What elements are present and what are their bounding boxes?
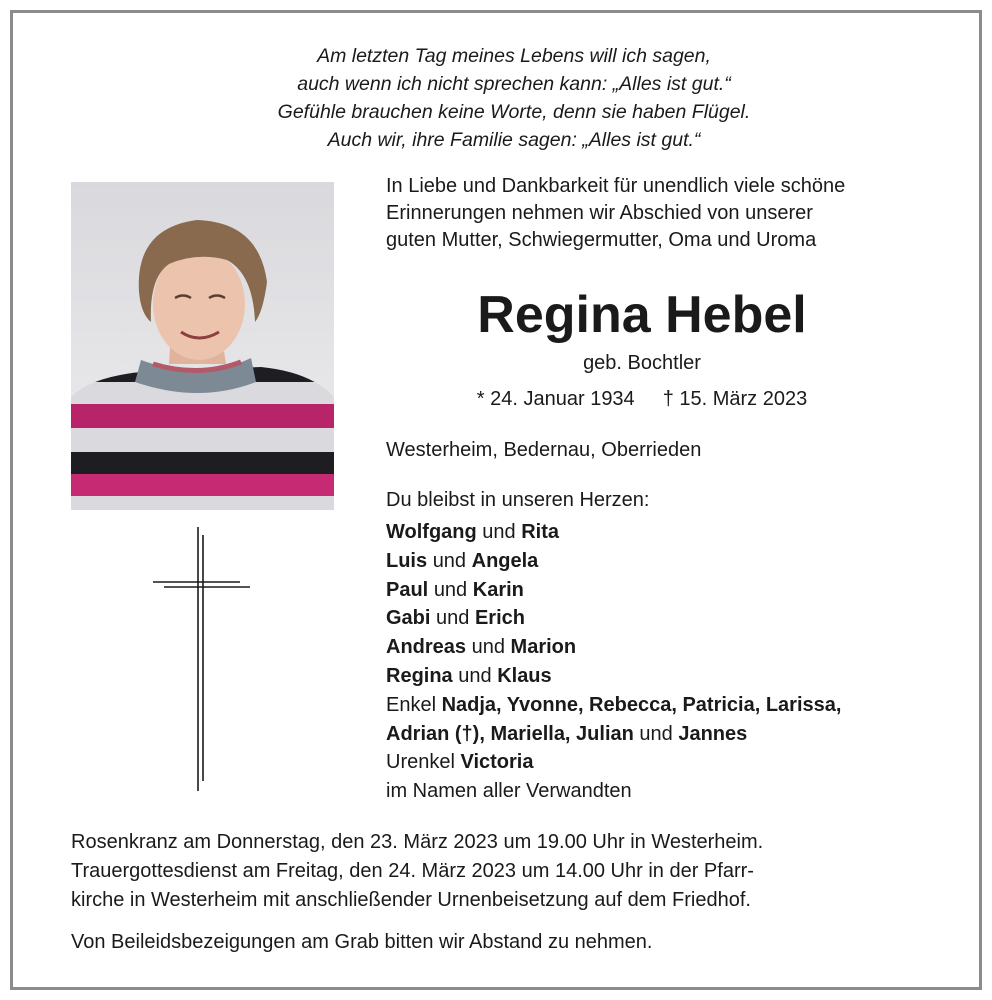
intro-line: Erinnerungen nehmen wir Abschied von unserer <box>386 202 813 224</box>
birth-date: * 24. Januar 1934 <box>476 388 635 410</box>
list-item: Paul und Karin <box>386 578 524 601</box>
maiden-name: geb. Bochtler <box>583 352 701 374</box>
death-date: † 15. März 2023 <box>662 388 808 410</box>
deceased-name: Regina Hebel <box>477 286 807 344</box>
great-grandchildren-line: Urenkel Victoria <box>386 751 534 774</box>
list-item: Gabi und Erich <box>386 607 525 630</box>
intro-line: In Liebe und Dankbarkeit für unendlich viele schöne <box>386 175 846 197</box>
mourners-heading: Du bleibst in unseren Herzen: <box>386 489 650 511</box>
service-line: Trauergottesdienst am Freitag, den 24. März 2023 um 14.00 Uhr in der Pfarr- <box>71 860 754 882</box>
places: Westerheim, Bedernau, Oberrieden <box>386 439 702 461</box>
services-info <box>71 828 951 915</box>
closing-note: Von Beileidsbezeigungen am Grab bitten wir Abstand zu nehmen. <box>71 931 653 953</box>
mourners-list <box>386 518 966 806</box>
intro-line: guten Mutter, Schwiegermutter, Oma und Uroma <box>386 229 817 251</box>
poem <box>18 42 992 154</box>
grandchildren-line-2: Adrian (†), Mariella, Julian und Jannes <box>386 722 748 745</box>
list-item: Regina und Klaus <box>386 664 552 687</box>
grandchildren-line: Enkel Nadja, Yvonne, Rebecca, Patricia, Larissa, <box>386 693 842 716</box>
poem-line: Auch wir, ihre Familie sagen: „Alles ist gut.“ <box>327 129 701 151</box>
portrait-photo <box>71 182 334 510</box>
service-line: kirche in Westerheim mit anschließender Urnenbeisetzung auf dem Friedhof. <box>71 889 751 911</box>
list-item: Wolfgang und Rita <box>386 521 560 543</box>
life-dates <box>386 385 898 413</box>
intro-text <box>386 173 946 254</box>
list-item: Andreas und Marion <box>386 636 577 659</box>
poem-line: Gefühle brauchen keine Worte, denn sie haben Flügel. <box>277 101 751 123</box>
poem-line: Am letzten Tag meines Lebens will ich sagen, <box>317 45 711 67</box>
cross-icon <box>150 525 254 793</box>
poem-line: auch wenn ich nicht sprechen kann: „Alles ist gut.“ <box>297 73 731 95</box>
relatives-line: im Namen aller Verwandten <box>386 780 632 803</box>
service-line: Rosenkranz am Donnerstag, den 23. März 2023 um 19.00 Uhr in Westerheim. <box>71 831 764 853</box>
list-item: Luis und Angela <box>386 549 539 572</box>
